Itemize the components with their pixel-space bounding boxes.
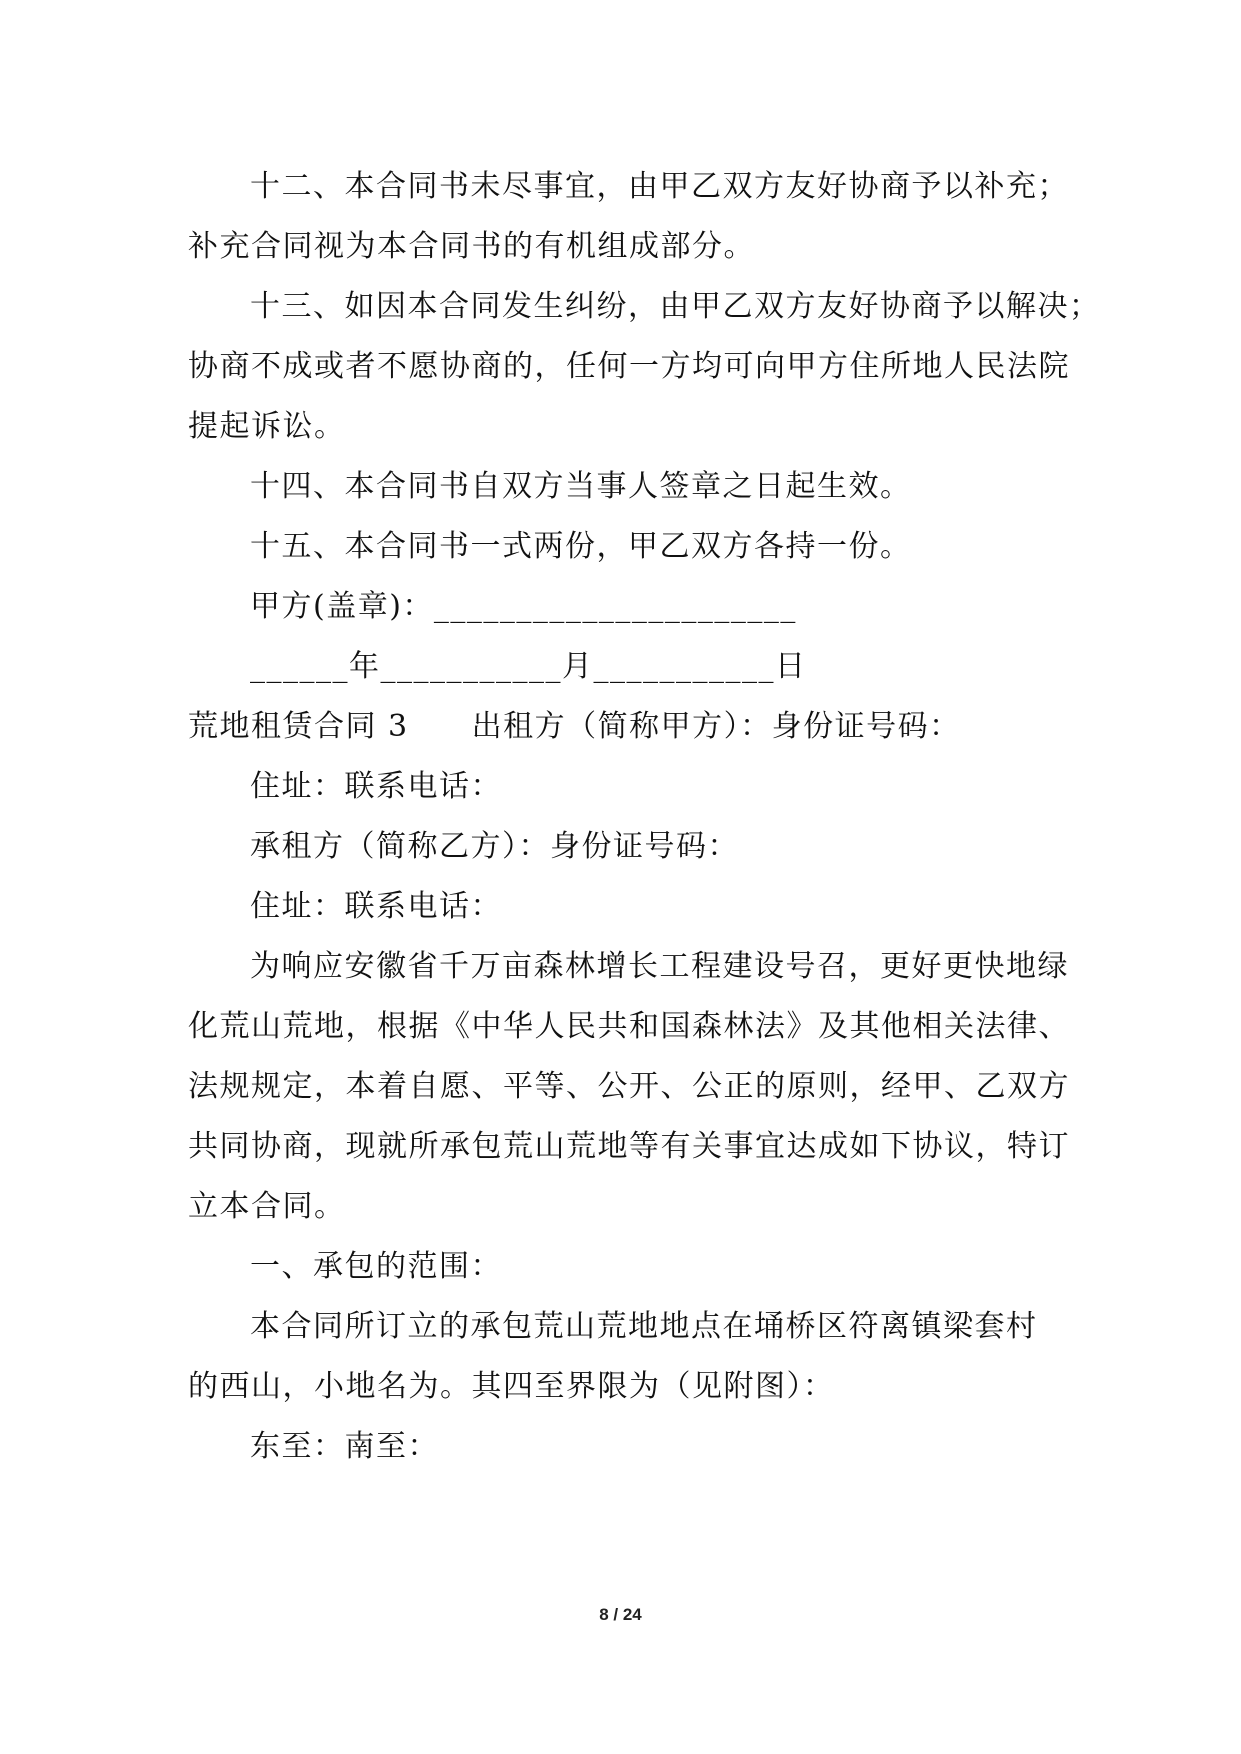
paragraph-line: 为响应安徽省千万亩森林增长工程建设号召，更好更快地绿	[250, 949, 1069, 984]
paragraph-line: 住址：联系电话：	[250, 889, 502, 924]
paragraph-line: 提起诉讼。	[188, 409, 346, 444]
paragraph-line: 本合同所订立的承包荒山荒地地点在埇桥区符离镇梁套村	[250, 1309, 1038, 1344]
paragraph-line: 十二、本合同书未尽事宜，由甲乙双方友好协商予以补充；	[250, 169, 1069, 204]
paragraph-line: 协商不成或者不愿协商的，任何一方均可向甲方住所地人民法院	[188, 349, 1070, 384]
date-line: ______年___________月___________日	[250, 649, 807, 684]
signature-line-party-a: 甲方(盖章)：______________________	[250, 589, 797, 624]
paragraph-line: 十五、本合同书一式两份，甲乙双方各持一份。	[250, 529, 912, 564]
paragraph-line: 的西山，小地名为。其四至界限为（见附图）：	[188, 1369, 835, 1404]
paragraph-line: 立本合同。	[188, 1189, 346, 1224]
section-heading: 一、承包的范围：	[250, 1249, 502, 1284]
paragraph-line: 法规规定，本着自愿、平等、公开、公正的原则，经甲、乙双方	[188, 1069, 1070, 1104]
paragraph-line: 化荒山荒地，根据《中华人民共和国森林法》及其他相关法律、	[188, 1009, 1070, 1044]
paragraph-line: 十三、如因本合同发生纠纷，由甲乙双方友好协商予以解决；	[250, 289, 1101, 324]
page-number: 8 / 24	[599, 1605, 642, 1624]
contract-heading-line: 荒地租赁合同 3 出租方（简称甲方）：身份证号码：	[188, 709, 961, 744]
paragraph-line: 共同协商，现就所承包荒山荒地等有关事宜达成如下协议，特订	[188, 1129, 1070, 1164]
paragraph-line: 东至：南至：	[250, 1429, 439, 1464]
paragraph-line: 补充合同视为本合同书的有机组成部分。	[188, 229, 755, 264]
paragraph-line: 住址：联系电话：	[250, 769, 502, 804]
paragraph-line: 十四、本合同书自双方当事人签章之日起生效。	[250, 469, 912, 504]
paragraph-line: 承租方（简称乙方）：身份证号码：	[250, 829, 739, 864]
